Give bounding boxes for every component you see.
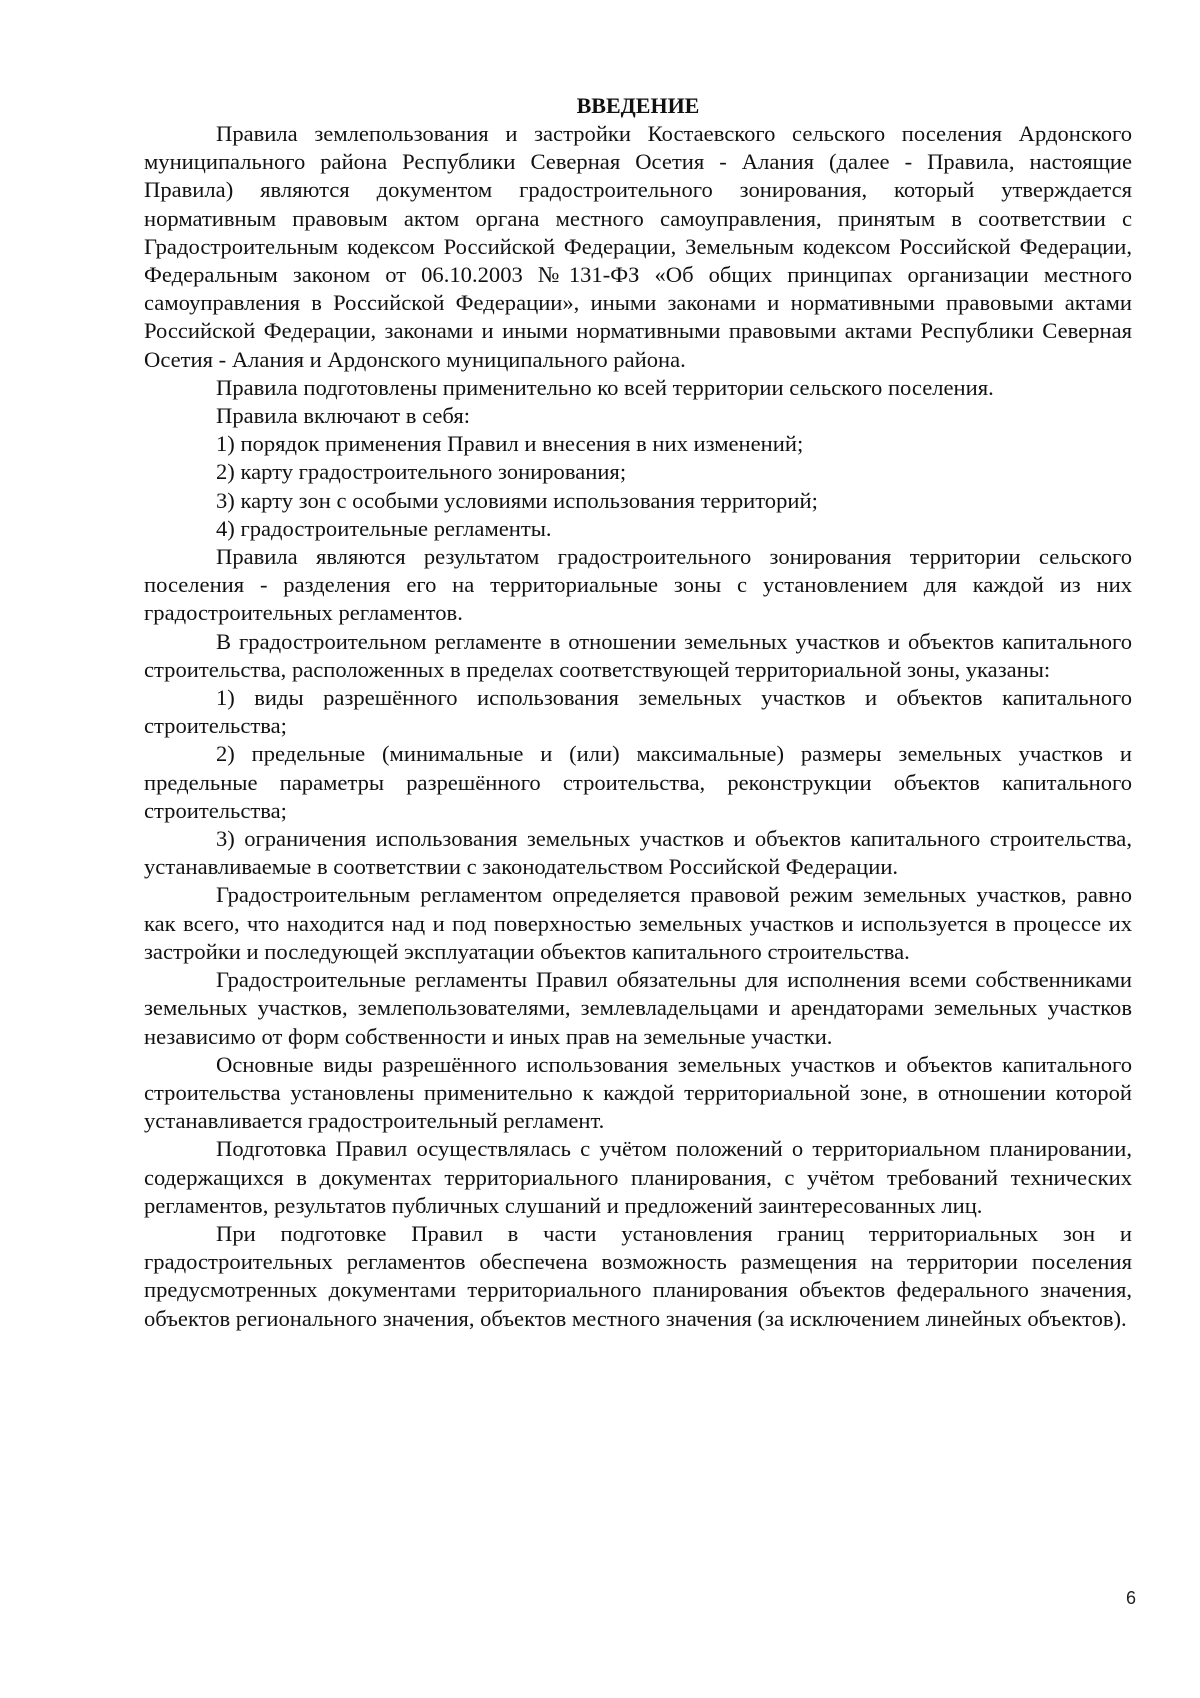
regulation-item-1: 1) виды разрешённого использования земельных участков и объектов капитального строительства; — [144, 685, 1132, 739]
paragraph-boundaries: При подготовке Правил в части установления границ территориальных зон и градостроительных регламентов обеспечена возможность размещения на территории поселения предусмотренных документами территориального планирования объектов федерального значения, объектов регионального значения, объектов местного значения (за исключением линейных объектов). — [144, 1220, 1132, 1331]
paragraph-regulation-contents: В градостроительном регламенте в отношении земельных участков и объектов капитального строительства, расположенных в пределах соответствующей территориальной зоны, указаны: — [144, 628, 1132, 682]
paragraph-main-uses: Основные виды разрешённого использования земельных участков и объектов капитального строительства установлены применительно к каждой территориальной зоне, в отношении которой устанавливается градостроительный регламент. — [144, 1051, 1132, 1134]
section-title: ВВЕДЕНИЕ — [576, 93, 700, 118]
page-number: 6 — [1125, 1588, 1136, 1608]
paragraph-includes: Правила включают в себя: — [216, 403, 471, 429]
regulation-item-2: 2) предельные (минимальные и (или) максимальные) размеры земельных участков и предельные параметры разрешённого строительства, реконструкции объектов капитального строительства; — [144, 741, 1132, 823]
document-body — [144, 92, 1132, 1333]
list-item-3: 3) карту зон с особыми условиями использования территорий; — [216, 487, 818, 513]
regulation-item-3: 3) ограничения использования земельных участков и объектов капитального строительства, устанавливаемые в соответствии с законодательством Российской Федерации. — [144, 826, 1132, 880]
paragraph-legal-regime: Градостроительным регламентом определяется правовой режим земельных участков, равно как всего, что находится над и под поверхностью земельных участков и используется в процессе их застройки и последующей эксплуатации объектов капитального строительства. — [144, 882, 1132, 964]
paragraph-zoning-result: Правила являются результатом градостроительного зонирования территории сельского поселения - разделения его на территориальные зоны с установлением для каждой из них градостроительных регламентов. — [144, 544, 1132, 626]
list-item-4: 4) градостроительные регламенты. — [216, 515, 552, 541]
paragraph-preparation: Подготовка Правил осуществлялась с учётом положений о территориальном планировании, содержащихся в документах территориального планирования, с учётом требований технических регламентов, результатов публичных слушаний и предложений заинтересованных лиц. — [144, 1136, 1132, 1218]
paragraph-mandatory: Градостроительные регламенты Правил обязательны для исполнения всеми собственниками земельных участков, землепользователями, землевладельцами и арендаторами земельных участков независимо от форм собственности и иных прав на земельные участки. — [144, 967, 1132, 1049]
list-item-1: 1) порядок применения Правил и внесения в них изменений; — [216, 431, 804, 457]
paragraph-intro: Правила землепользования и застройки Костаевского сельского поселения Ардонского муниципального района Республики Северная Осетия - Алания (далее - Правила, настоящие Правила) являются документом градостроительного зонирования, который утверждается нормативным правовым актом органа местного самоуправления, принятым в соответствии с Градостроительным кодексом Российской Федерации, Земельным кодексом Российской Федерации, Федеральным законом от 06.10.2003 №131-ФЗ «Об общих принципах организации местного самоуправления в Российской Федерации», иными законами и нормативными правовыми актами Российской Федерации, законами и иными нормативными правовыми актами Республики Северная Осетия - Алания и Ардонского муниципального района. — [144, 121, 1132, 372]
paragraph-scope: Правила подготовлены применительно ко всей территории сельского поселения. — [216, 374, 994, 400]
list-item-2: 2) карту градостроительного зонирования; — [216, 459, 627, 485]
